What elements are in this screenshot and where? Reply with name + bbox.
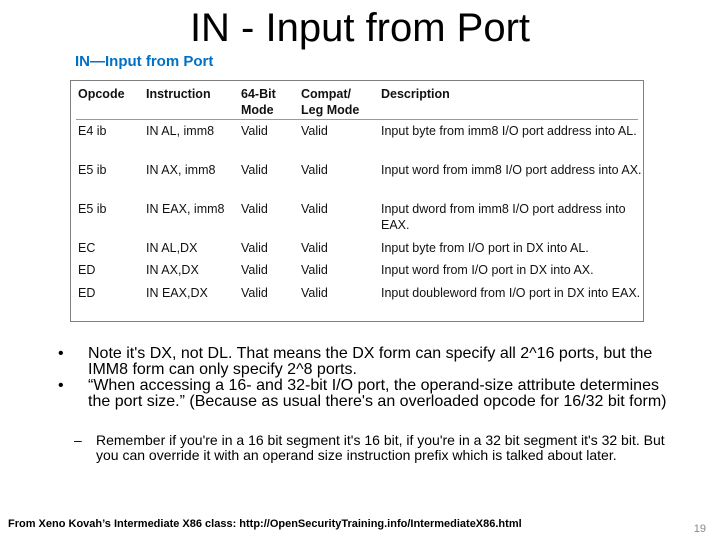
col-header-64bit: 64-Bit Mode: [241, 87, 276, 117]
cell-description: Input byte from I/O port in DX into AL.: [381, 241, 589, 255]
cell-64bit: Valid: [241, 241, 268, 255]
bullet-text: Note it's DX, not DL. That means the DX form can specify all 2^16 ports, but the IMM8 form can only specify 2^8 ports.: [88, 345, 653, 378]
slide-title: IN - Input from Port: [189, 6, 531, 50]
cell-instruction: IN AL,DX: [146, 241, 198, 255]
col-header-compat: Compat/ Leg Mode: [301, 87, 360, 117]
cell-instruction: IN EAX,DX: [146, 286, 208, 300]
instruction-table: [70, 80, 644, 322]
cell-compat: Valid: [301, 202, 328, 216]
cell-opcode: E5 ib: [78, 163, 107, 177]
cell-compat: Valid: [301, 241, 328, 255]
cell-64bit: Valid: [241, 124, 268, 138]
header-divider: [76, 119, 638, 120]
bullet-item: [58, 378, 678, 410]
cell-description: Input word from imm8 I/O port address into AX.: [381, 163, 642, 177]
cell-description: Input byte from imm8 I/O port address into AL.: [381, 124, 637, 138]
cell-instruction: IN EAX, imm8: [146, 202, 225, 216]
cell-opcode: EC: [78, 241, 96, 255]
bullet-text: “When accessing a 16- and 32-bit I/O port, the operand-size attribute determines the port size.” (Because as usual there's an overloaded opcode for 16/32 bit form): [88, 377, 667, 410]
cell-compat: Valid: [301, 286, 328, 300]
col-header-opcode: Opcode: [78, 87, 125, 101]
cell-compat: Valid: [301, 263, 328, 277]
page-number: 19: [693, 523, 706, 535]
table-heading: IN—Input from Port: [75, 53, 214, 70]
cell-opcode: ED: [78, 286, 96, 300]
cell-description: Input doubleword from I/O port in DX into EAX.: [381, 286, 641, 300]
cell-description: Input word from I/O port in DX into AX.: [381, 263, 594, 277]
footer-credit: From Xeno Kovah’s Intermediate X86 class: http://OpenSecurityTraining.info/IntermediateX86.html: [8, 518, 522, 530]
bullet-marker: •: [58, 345, 64, 362]
cell-compat: Valid: [301, 163, 328, 177]
col-header-description: Description: [381, 87, 450, 101]
cell-opcode: ED: [78, 263, 96, 277]
cell-64bit: Valid: [241, 263, 268, 277]
bullet-list: [58, 346, 678, 410]
cell-opcode: E4 ib: [78, 124, 107, 138]
cell-64bit: Valid: [241, 163, 268, 177]
cell-instruction: IN AX,DX: [146, 263, 199, 277]
col-header-instruction: Instruction: [146, 87, 211, 101]
bullet-marker: •: [58, 377, 64, 394]
sub-bullet-marker: –: [74, 432, 82, 448]
cell-opcode: E5 ib: [78, 202, 107, 216]
cell-64bit: Valid: [241, 202, 268, 216]
cell-description: Input dword from imm8 I/O port address into EAX.: [381, 202, 626, 232]
cell-64bit: Valid: [241, 286, 268, 300]
cell-instruction: IN AX, imm8: [146, 163, 216, 177]
bullet-item: [58, 346, 678, 378]
sub-bullet-text: Remember if you're in a 16 bit segment it's 16 bit, if you're in a 32 bit segment it's 32 bit. But you can override it with an operand size instruction prefix which is talked about later.: [96, 432, 665, 463]
cell-compat: Valid: [301, 124, 328, 138]
sub-bullet: [74, 432, 676, 463]
cell-instruction: IN AL, imm8: [146, 124, 215, 138]
